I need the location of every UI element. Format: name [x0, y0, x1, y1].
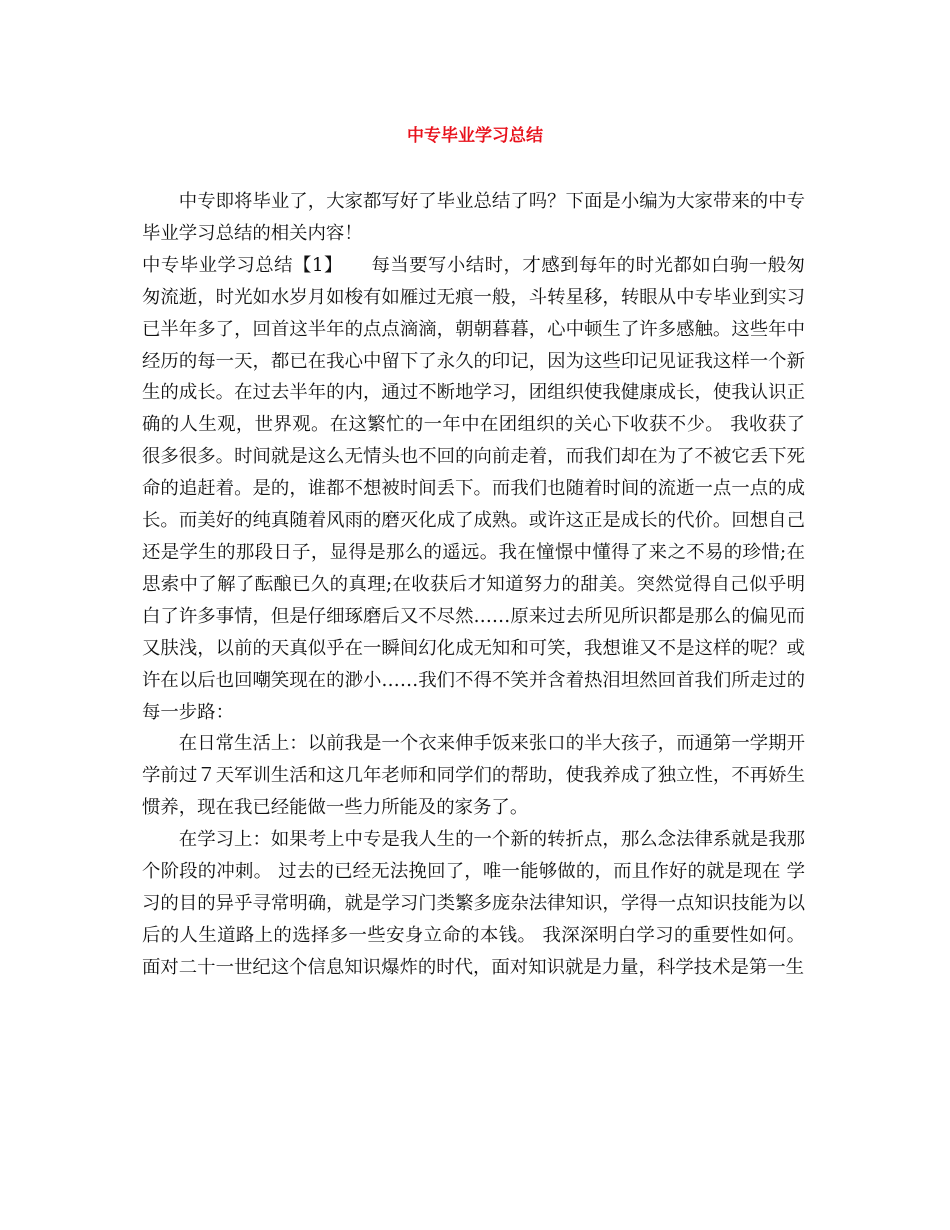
document-title: 中专毕业学习总结 — [407, 126, 543, 146]
section-1-text: 每当要写小结时，才感到每年的时光都如白驹一般匆匆流逝，时光如水岁月如梭有如雁过无痕一般，斗转星移，转眼从中专毕业到实习已半年多了，回首这半年的点点滴滴，朝朝暮暮，心中顿生了许多感触。这些年中经历的每一天，都已在我心中留下了永久的印记，因为这些印记见证我这样一个新生的成长。在过去半年的内，通过不断地学习，团组织使我健康成长，使我认识正确的人生观，世界观。在这繁忙的一年中在团组织的关心下收获不少。 我收获了很多很多。时间就是这么无情头也不回的向前走着，而我们却在为了不被它丢下死命的追赶着。是的，谁都不想被时间丢下。而我们也随着时间的流逝一点一点的成长。而美好的纯真随着风雨的磨灭化成了成熟。或许这正是成长的代价。回想自己还是学生的那段日子，显得是那么的遥远。我在憧憬中懂得了来之不易的珍惜;在思索中了解了酝酿已久的真理;在收获后才知道努力的甜美。突然觉得自己似乎明白了许多事情，但是仔细琢磨后又不尽然……原来过去所见所识都是那么的偏见而又肤浅，以前的天真似乎在一瞬间幻化成无知和可笑，我想谁又不是这样的呢？或许在以后也回嘲笑现在的渺小……我们不得不笑并含着热泪坦然回首我们所走过的每一步路： — [142, 254, 805, 723]
study-paragraph: 在学习上：如果考上中专是我人生的一个新的转折点，那么念法律系就是我那个阶段的冲刺。 过去的已经无法挽回了，唯一能够做的，而且作好的就是现在 学习的目的异乎寻常明确，就是学习门类繁多庞杂法律知识，学得一点知识技能为以后的人生道路上的选择多一些安身立命的本钱。 我深深明白学习的重要性如何。面对二十一世纪这个信息知识爆炸的时代，面对知识就是力量，科学技术是第一生 — [142, 829, 805, 978]
document-body — [142, 186, 805, 984]
section-1-paragraph — [142, 250, 805, 729]
intro-paragraph: 中专即将毕业了，大家都写好了毕业总结了吗？下面是小编为大家带来的中专毕业学习总结的相关内容！ — [142, 191, 805, 244]
section-1-gap — [334, 255, 372, 276]
section-1-heading: 中专毕业学习总结【1】 — [142, 254, 334, 276]
daily-life-paragraph: 在日常生活上：以前我是一个衣来伸手饭来张口的半大孩子，而通第一学期开学前过７天军训生活和这几年老师和同学们的帮助，使我养成了独立性，不再娇生惯养，现在我已经能做一些力所能及的家务了。 — [142, 733, 805, 819]
